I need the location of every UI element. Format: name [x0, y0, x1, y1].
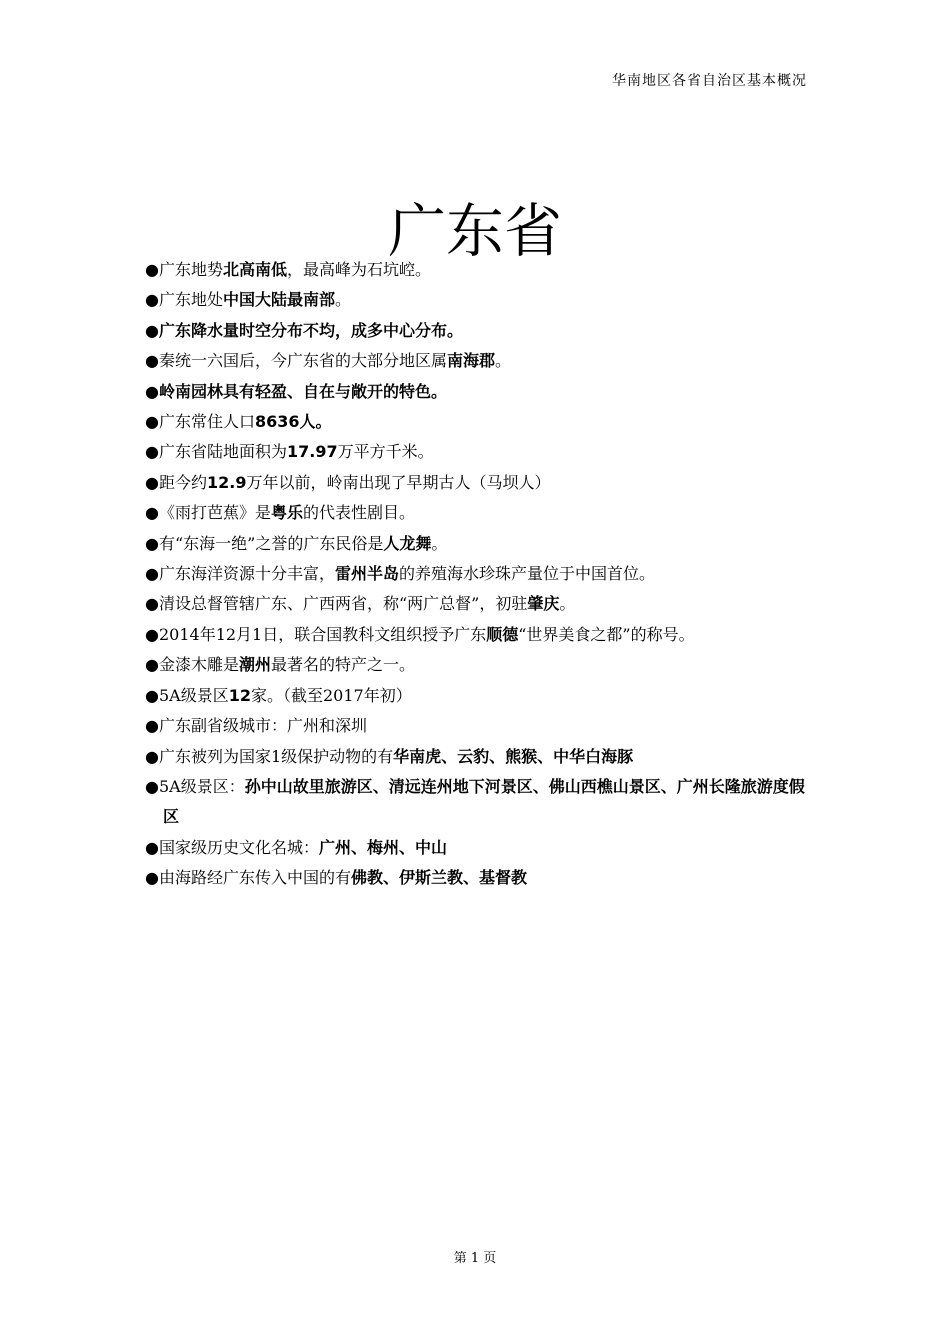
fact-text: “世界美食之都”的称号。: [518, 624, 695, 644]
running-header: 华南地区各省自治区基本概况: [612, 73, 807, 89]
fact-text-bold: 12.9: [206, 472, 247, 492]
fact-item: [145, 589, 811, 619]
fact-text: 《雨打芭蕉》是: [158, 503, 271, 523]
fact-text: 最著名的特产之一。: [271, 655, 416, 675]
fact-text-bold: 粤乐: [270, 503, 303, 523]
bullet-icon: ●: [145, 381, 159, 401]
fact-text: 万年以前，岭南出现了早期古人（马坝人）: [246, 472, 551, 492]
bullet-icon: ●: [145, 624, 159, 644]
fact-text: 清设总督管辖广东、广西两省，称“两广总督”，初驻: [158, 594, 528, 614]
bullet-icon: ●: [145, 412, 159, 432]
fact-text-bold: 华南虎、云豹、熊猴、中华白海豚: [393, 746, 634, 766]
fact-item: [145, 316, 811, 346]
fact-text: 距今约: [158, 472, 207, 492]
bullet-icon: ●: [145, 260, 159, 279]
fact-text-bold: 岭南园林具有轻盈、自在与敞开的特色。: [158, 381, 447, 401]
bullet-icon: ●: [145, 746, 159, 766]
fact-text: 广东地处: [158, 290, 223, 310]
fact-text: 广东省陆地面积为: [158, 442, 287, 462]
fact-text: 广东常住人口: [158, 412, 255, 432]
fact-text: 万平方千米。: [337, 442, 434, 462]
fact-text: 2014年12月1日，联合国教科文组织授予广东: [158, 624, 487, 644]
bullet-icon: ●: [145, 442, 159, 462]
fact-item: [145, 711, 811, 741]
fact-text: 。: [495, 351, 512, 371]
fact-text-bold: 潮州: [238, 655, 271, 675]
fact-text: 广东副省级城市：广州和深圳: [158, 716, 367, 736]
fact-item: [145, 559, 811, 589]
bullet-icon: ●: [145, 685, 159, 705]
fact-text: ，最高峰为石坑崆。: [287, 260, 432, 279]
fact-item: [145, 346, 811, 376]
fact-text-bold: 17.97: [286, 442, 338, 462]
bullet-icon: ●: [145, 533, 159, 553]
fact-text-bold: 北高南低: [222, 260, 287, 279]
fact-text-bold: 顺德: [486, 624, 519, 644]
fact-item: [145, 863, 811, 893]
fact-text: 。: [335, 290, 352, 310]
bullet-icon: ●: [145, 320, 159, 340]
fact-text-bold: 雷州半岛: [334, 564, 399, 584]
bullet-icon: ●: [145, 594, 159, 614]
fact-text: 金漆木雕是: [158, 655, 239, 675]
fact-list: [145, 255, 811, 894]
bullet-icon: ●: [145, 655, 159, 675]
fact-text: 广东海洋资源十分丰富，: [158, 564, 335, 584]
fact-text: 。: [431, 533, 448, 553]
page-number: 第 1 页: [453, 1251, 497, 1266]
fact-item: [145, 437, 811, 467]
fact-text-bold: 佛教、伊斯兰教、基督教: [350, 868, 527, 888]
fact-text: 的代表性剧目。: [303, 503, 416, 523]
bullet-icon: ●: [145, 351, 159, 371]
fact-text: 广东地势: [158, 260, 223, 279]
fact-item: [145, 529, 811, 559]
fact-item: [145, 407, 811, 437]
fact-item: [145, 498, 811, 528]
bullet-icon: ●: [145, 503, 159, 523]
fact-item: [145, 620, 811, 650]
bullet-icon: ●: [145, 868, 159, 888]
fact-text-bold: 8636人。: [254, 412, 332, 432]
bullet-icon: ●: [145, 290, 159, 310]
bullet-icon: ●: [145, 564, 159, 584]
fact-text-bold: 12: [228, 685, 251, 705]
fact-item: [145, 681, 811, 711]
fact-text-bold: 孙中山故里旅游区、清远连州地下河景区、佛山西樵山景区、广州长隆旅游度假区: [163, 776, 805, 827]
fact-text-bold: 南海郡: [446, 351, 495, 371]
fact-text-bold: 人龙舞: [383, 533, 432, 553]
fact-text: 家。（截至2017年初）: [250, 685, 412, 705]
fact-text: 广东被列为国家1级保护动物的有: [158, 746, 394, 766]
fact-text-bold: 肇庆: [527, 594, 560, 614]
fact-item: [145, 772, 811, 833]
fact-item: [145, 742, 811, 772]
fact-item: [145, 255, 811, 285]
fact-text-bold: 中国大陆最南部: [222, 290, 335, 310]
bullet-icon: ●: [145, 837, 159, 857]
fact-item: [145, 650, 811, 680]
fact-item: [145, 377, 811, 407]
fact-text-bold: 广州、梅州、中山: [318, 837, 447, 857]
fact-text: 5A级景区：: [158, 776, 245, 796]
fact-text: 5A级景区: [158, 685, 229, 705]
fact-item: [145, 468, 811, 498]
fact-text: 国家级历史文化名城：: [158, 837, 319, 857]
fact-text: 由海路经广东传入中国的有: [158, 868, 351, 888]
fact-item: [145, 833, 811, 863]
fact-text-bold: 广东降水量时空分布不均，成多中心分布。: [158, 320, 463, 340]
bullet-icon: ●: [145, 472, 159, 492]
fact-text: 秦统一六国后，今广东省的大部分地区属: [158, 351, 447, 371]
fact-text: 有“东海一绝”之誉的广东民俗是: [158, 533, 384, 553]
bullet-icon: ●: [145, 776, 159, 796]
fact-item: [145, 285, 811, 315]
fact-text: 。: [559, 594, 576, 614]
page-title: 广东省: [387, 196, 562, 265]
fact-text: 的养殖海水珍珠产量位于中国首位。: [399, 564, 656, 584]
bullet-icon: ●: [145, 716, 159, 736]
